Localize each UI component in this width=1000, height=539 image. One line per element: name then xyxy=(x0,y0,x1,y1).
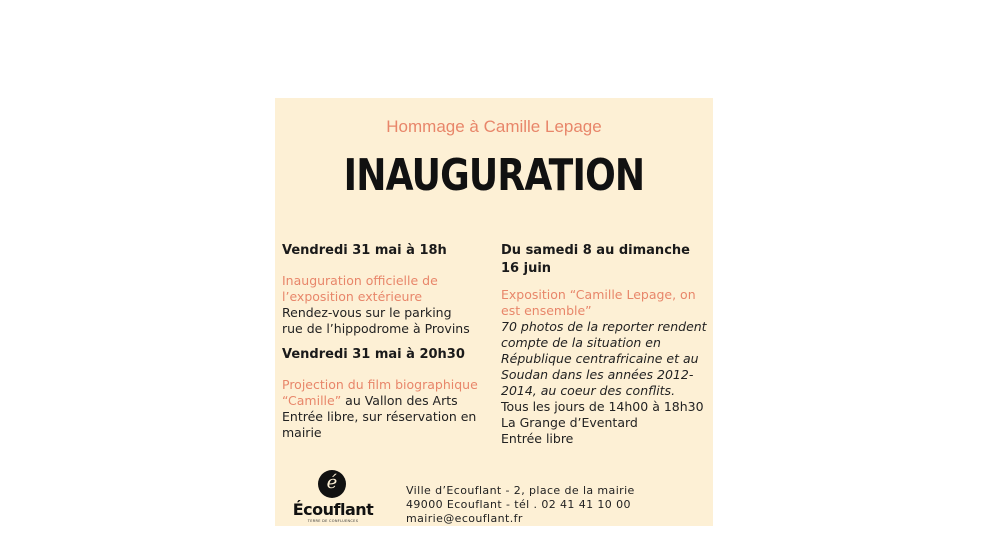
right-column xyxy=(501,242,711,447)
exhibition-heading: 16 juin xyxy=(501,261,552,276)
exhibition-heading: Du samedi 8 au dimanche xyxy=(501,243,690,258)
contact-block xyxy=(406,484,635,526)
contact-email: mairie@ecouflant.fr xyxy=(406,512,523,525)
poster-subtitle: Hommage à Camille Lepage xyxy=(386,117,602,136)
event2-title-line xyxy=(282,393,487,409)
event2-title-line: Projection du film biographique xyxy=(282,377,478,392)
exhibition-info-line: Entrée libre xyxy=(501,431,574,446)
event2-film-name: “Camille” xyxy=(282,393,342,408)
contact-address: Ville d’Ecouflant - 2, place de la mairie xyxy=(406,484,635,497)
logo-name: Écouflant xyxy=(292,500,374,519)
event2-venue: au Vallon des Arts xyxy=(341,393,458,408)
exhibition-title-line: est ensemble” xyxy=(501,303,592,318)
event1-title-line: l’exposition extérieure xyxy=(282,289,423,304)
exhibition-description-line: Soudan dans les années 2012- xyxy=(501,367,694,382)
event2-info-line: mairie xyxy=(282,425,322,440)
ecouflant-logo xyxy=(288,470,378,524)
event-poster xyxy=(275,98,713,526)
poster-title: INAUGURATION xyxy=(343,150,645,201)
exhibition-description-line: 70 photos de la reporter rendent xyxy=(501,319,707,334)
event1-location-line: rue de l’hippodrome à Provins xyxy=(282,321,470,336)
logo-mark-icon: é xyxy=(318,470,346,498)
event1-location-line: Rendez-vous sur le parking xyxy=(282,305,452,320)
event1-heading: Vendredi 31 mai à 18h xyxy=(282,243,447,258)
logo-tagline: TERRE DE CONFLUENCES xyxy=(307,519,359,523)
exhibition-description-line: 2014, au coeur des conflits. xyxy=(501,383,676,398)
exhibition-description-line: compte de la situation en xyxy=(501,335,661,350)
left-column xyxy=(282,242,487,441)
exhibition-info-line: La Grange d’Eventard xyxy=(501,415,638,430)
exhibition-info-line: Tous les jours de 14h00 à 18h30 xyxy=(501,399,704,414)
exhibition-title-line: Exposition “Camille Lepage, on xyxy=(501,287,696,302)
event2-heading: Vendredi 31 mai à 20h30 xyxy=(282,347,465,362)
exhibition-description-line: République centrafricaine et au xyxy=(501,351,699,366)
contact-phone: 49000 Ecouflant - tél . 02 41 41 10 00 xyxy=(406,498,631,511)
event1-title-line: Inauguration officielle de xyxy=(282,273,438,288)
event2-info-line: Entrée libre, sur réservation en xyxy=(282,409,477,424)
